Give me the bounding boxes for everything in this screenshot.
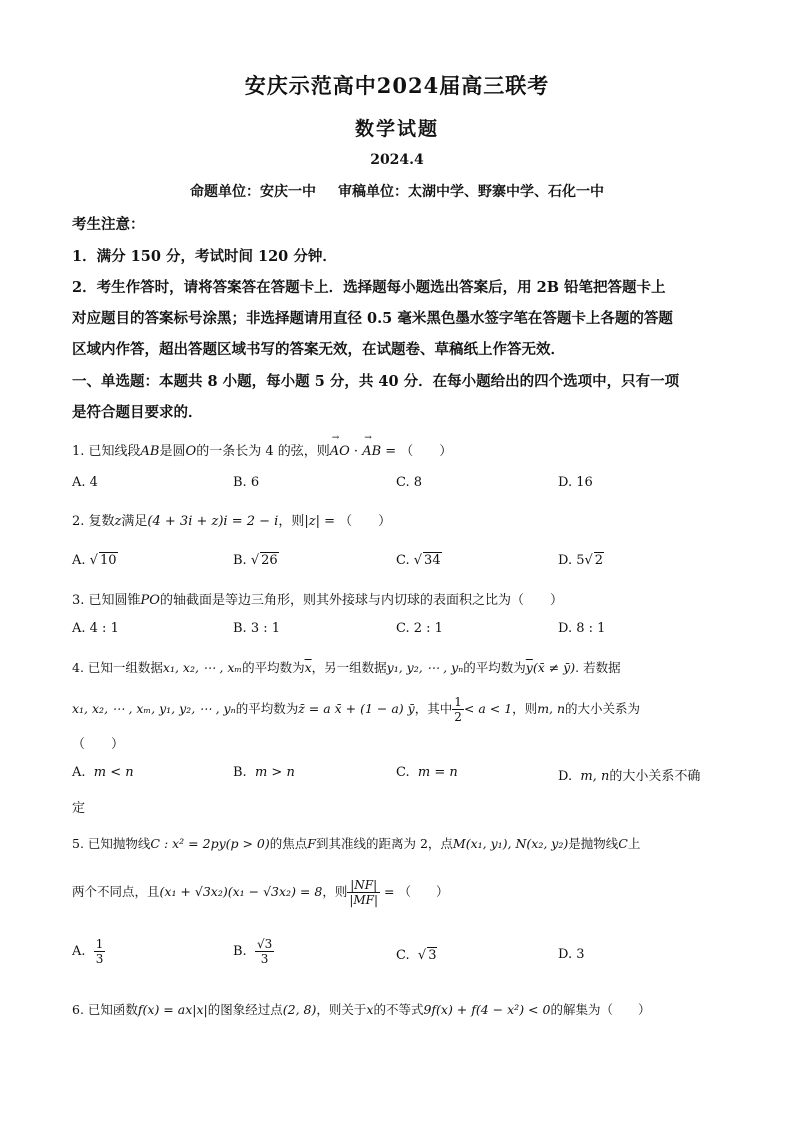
q3-option-c: C. 2 : 1 [396,621,443,636]
q4-option-d-wrap: 定 [72,801,86,816]
question-4-line-1: 4. 已知一组数据x₁, x₂, ⋯ , xₘ的平均数为$\overline{x}$，另一组数据y₁, y₂, ⋯ , yₙ的平均数为$\overline{y}(x̄$ ≠ ȳ). 若数据 [72,660,621,675]
q3-option-b: B. 3 : 1 [233,621,281,636]
q4-option-b: B. m > n [233,765,295,780]
q5-option-d: D. 3 [558,947,585,962]
units-right: 审稿单位：太湖中学、野寨中学、石化一中 [338,184,604,200]
q4-option-a: A. m < n [72,765,134,780]
section-heading-line-1: 一、单选题：本题共 8 小题，每小题 5 分，共 40 分．在每小题给出的四个选项中，只有一项 [72,373,680,390]
q4-option-c: C. m = n [396,765,458,780]
question-1: 1. 已知线段AB是圆O的一条长为 4 的弦，则→ AO · → AB = （ ） [72,440,452,459]
exam-date: 2024.4 [370,152,424,168]
question-5-line-2: 两个不同点，且(x₁ + √3x₂)(x₁ − √3x₂) = 8，则 $\frac{|NF|}{|MF|}$ = （ ） [72,878,449,907]
section-heading-line-2: 是符合题目要求的． [72,404,203,421]
question-6: 6. 已知函数f(x) = ax|x|的图象经过点(2, 8)，则关于x的不等式9f(x) + f(4 − x²) < 0的解集为（ ） [72,1002,651,1017]
q5-option-a: A. $\frac{1}{3}$ [72,937,104,966]
q3-option-d: D. 8 : 1 [558,621,606,636]
units-left: 命题单位：安庆一中 [190,184,316,200]
q5-option-c: C. √ 3 [396,948,437,963]
exam-units [0,181,794,201]
exam-title: 安庆示范高中2024届高三联考 [244,73,550,98]
q1-option-b: B. 6 [233,475,260,490]
q3-option-a: A. 4 : 1 [72,621,119,636]
notice-item-2-line-3: 区域内作答，超出答题区域书写的答案无效，在试题卷、草稿纸上作答无效． [72,341,565,358]
notice-item-1: 1．满分 150 分，考试时间 120 分钟． [72,248,337,265]
exam-subject: 数学试题 [354,118,439,140]
notice-heading: 考生注意： [72,216,145,233]
question-4-line-3: （ ） [72,737,125,752]
question-5-line-1: 5. 已知抛物线C : x² = 2py(p > 0)的焦点F到其准线的距离为 2，点M(x₁, y₁), N(x₂, y₂)是抛物线C上 [72,836,641,851]
question-4-line-2: x₁, x₂, ⋯ , xₘ, y₁, y₂, ⋯ , yₙ的平均数为z̄ = a x̄ + (1 − a) ȳ，其中 $\frac{1}{2}$ < a < 1，则m, n的大小关系为 [72,695,641,724]
q1-option-a: A. 4 [72,475,98,490]
notice-item-2-line-1: 2．考生作答时，请将答案答在答题卡上．选择题每小题选出答案后，用 2B 铅笔把答题卡上 [72,279,666,296]
q2-option-d: D. 5√ 2 [558,553,604,568]
q5-option-b: B. $\frac{√3}{3}$ [233,937,273,966]
q1-option-d: D. 16 [558,475,593,490]
question-3: 3. 已知圆锥PO的轴截面是等边三角形，则其外接球与内切球的表面积之比为（ ） [72,593,563,608]
fraction-one-half: $\frac{1}{2}$ [454,695,462,724]
q2-option-c: C. √ 34 [396,553,441,568]
q4-option-d: D. m, n的大小关系不确 [558,769,701,784]
question-2: 2. 复数z满足(4 + 3i + z)i = 2 − i，则|z| = （ ） [72,514,392,529]
q2-option-b: B. √ 26 [233,553,278,568]
q1-option-c: C. 8 [396,475,423,490]
q2-option-a: A. √ 10 [72,553,117,568]
fraction-nf-mf: $\frac{|NF|}{|MF|}$ [349,878,379,907]
notice-item-2-line-2: 对应题目的答案标号涂黑；非选择题请用直径 0.5 毫米黑色墨水签字笔在答题卡上各题的答题 [72,310,673,327]
